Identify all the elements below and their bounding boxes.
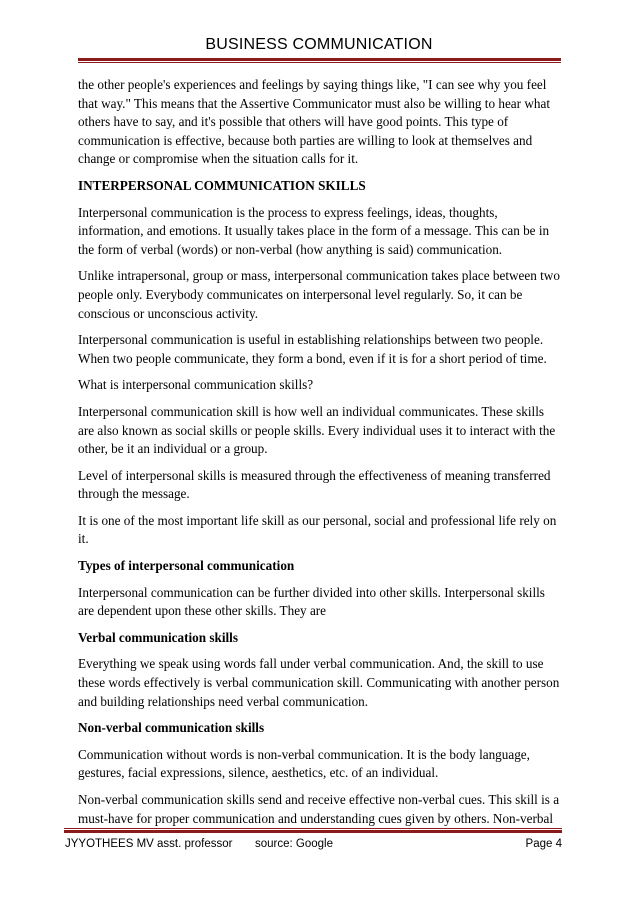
paragraph: Interpersonal communication can be further divided into other skills. Interpersonal skills are dependent upon these other skills. They are bbox=[78, 584, 545, 619]
page-header-title: BUSINESS COMMUNICATION bbox=[205, 36, 433, 53]
page-number: Page 4 bbox=[525, 838, 562, 850]
header-rule-thin bbox=[78, 62, 561, 63]
paragraph: the other people's experiences and feelings by saying things like, "I can see why you feel that way." This means that the Assertive Communicator must also be willing to hear what others have to say, and it's possible that others will have good points. This type of communication is effective, because both parties are willing to look at themselves and change or compromise when the situation calls for it. bbox=[78, 77, 550, 167]
paragraph: Communication without words is non-verbal communication. It is the body language, gestures, facial expressions, silence, aesthetics, etc. of an individual. bbox=[78, 746, 530, 781]
paragraph: It is one of the most important life skill as our personal, social and professional life rely on it. bbox=[78, 512, 557, 547]
section-heading: Types of interpersonal communication bbox=[78, 558, 295, 574]
footer-author: JYYOTHEES MV asst. professor bbox=[65, 838, 233, 850]
paragraph: What is interpersonal communication skills? bbox=[78, 377, 314, 393]
header-rule bbox=[78, 58, 561, 61]
section-heading: Verbal communication skills bbox=[78, 629, 238, 645]
paragraph: Interpersonal communication is the process to express feelings, ideas, thoughts, information, and emotions. It usually takes place in the form of a message. This can be in the form of verbal (words) or non-verbal (how anything is said) communication. bbox=[78, 204, 550, 257]
paragraph: Unlike intrapersonal, group or mass, interpersonal communication takes place between two people only. Everybody communicates on interpersonal level regularly. So, it can be conscious or unconscious activity. bbox=[78, 268, 560, 321]
footer-rule bbox=[64, 830, 562, 833]
section-heading: Non-verbal communication skills bbox=[78, 720, 265, 736]
document-body bbox=[78, 76, 563, 836]
paragraph: Interpersonal communication is useful in establishing relationships between two people. When two people communicate, they form a bond, even if it is for a short period of time. bbox=[78, 332, 547, 366]
paragraph: Interpersonal communication skill is how well an individual communicates. These skills are also known as social skills or people skills. Every individual uses it to interact with the other, be it an individual or a group. bbox=[78, 403, 556, 457]
section-heading: INTERPERSONAL COMMUNICATION SKILLS bbox=[78, 177, 366, 193]
paragraph: Level of interpersonal skills is measured through the effectiveness of meaning transferred through the message. bbox=[78, 467, 551, 502]
paragraph: Non-verbal communication skills send and receive effective non-verbal cues. This skill is a must-have for proper communication and understanding cues given by others. Non-verbal bbox=[78, 792, 560, 826]
footer-rule-thin bbox=[64, 828, 562, 829]
paragraph: Everything we speak using words fall under verbal communication. And, the skill to use these words effectively is verbal communication skill. Communicating with another person and building relationships need verbal communication. bbox=[78, 656, 560, 709]
footer-source: source: Google bbox=[255, 838, 333, 850]
